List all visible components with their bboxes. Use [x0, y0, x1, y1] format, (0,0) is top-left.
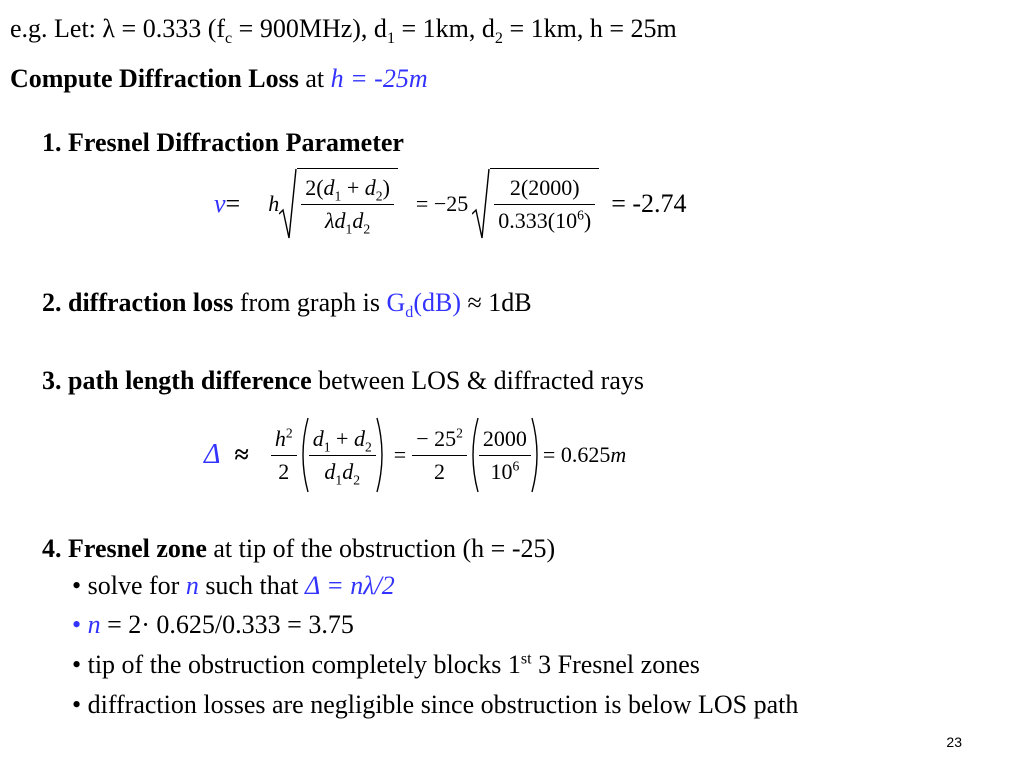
- path-difference-equation: Δ ≈ $\frac{h^2}{2}$ $\frac{d_1 + d_2}{d_1d_2}$ = $\frac{- 25^2}{2}$ $\frac{2000}{10^6}$ = 0.625 m: [204, 416, 626, 494]
- step3-line: 3. path length difference between LOS & diffracted rays: [42, 366, 644, 395]
- bullet-solve-for-n: • solve for n such that Δ = nλ/2: [72, 571, 395, 600]
- lambda-symbol: λ: [102, 14, 116, 43]
- delta-symbol: Δ: [204, 439, 221, 470]
- step2-line: 2. diffraction loss from graph is $G_d(dB) \approx 1dB$: [42, 288, 532, 322]
- bullet-fresnel-zones-blocked: • tip of the obstruction completely blocks 1st 3 Fresnel zones: [72, 650, 700, 679]
- step4-heading: 4. Fresnel zone at tip of the obstruction (h = -25): [42, 534, 556, 563]
- v-symbol: v: [214, 189, 226, 218]
- fresnel-parameter-equation: v = h $\frac{2(d_1 + d_2)}{\lambda d_1d_2}$ = −25 $\frac{2(2000)}{0.333(10^6)}$ = -2.74: [214, 168, 687, 240]
- bullet-n-value: • n = 2· 0.625/0.333 = 3.75: [72, 610, 354, 639]
- given-prefix: e.g. Let:: [10, 14, 103, 43]
- sqrt-numeric: $\frac{2(2000)}{0.333(10^6)}$: [472, 168, 599, 240]
- sqrt-symbolic: $\frac{2(d_1 + d_2)}{\lambda d_1d_2}$: [279, 168, 398, 240]
- slide-title: Compute Diffraction Loss at h = -25m: [10, 64, 428, 93]
- v-result: = -2.74: [611, 189, 687, 218]
- height-value: h = -25m: [330, 64, 428, 93]
- given-values-line: e.g. Let: λ = 0.333 $(f_c = 900MHz)$, $d_1 = 1km$, $d_2 = 1km$, h = 25m: [10, 14, 677, 48]
- page-number: 23: [946, 734, 962, 750]
- step1-heading: 1. Fresnel Diffraction Parameter: [42, 128, 404, 157]
- bullet-losses-negligible: • diffraction losses are negligible since obstruction is below LOS path: [72, 690, 799, 719]
